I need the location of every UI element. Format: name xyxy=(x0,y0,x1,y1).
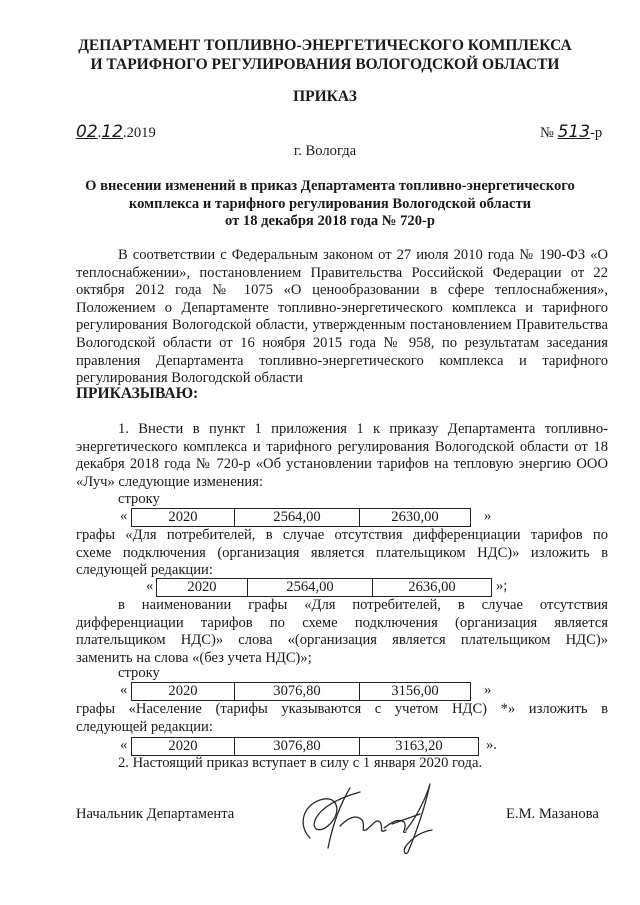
row1-value-2: 2630,00 xyxy=(360,509,471,527)
city: г. Вологда xyxy=(293,143,357,159)
department-header xyxy=(40,36,610,74)
number-value: 513 xyxy=(557,122,591,142)
row2-value-2: 2636,00 xyxy=(373,579,492,597)
row-word-2: строку xyxy=(118,665,160,681)
row3-value-2: 3156,00 xyxy=(360,683,471,701)
graph1-line-2: схеме подключения (организация является плательщиком НДС)» изложить в xyxy=(76,545,608,561)
rename-line-1: в наименовании графы «Для потребителей, в случае отсутствия xyxy=(118,597,608,613)
row2-value-1: 2564,00 xyxy=(248,579,373,597)
row2-year: 2020 xyxy=(157,579,248,597)
item-2: 2. Настоящий приказ вступает в силу с 1 января 2020 года. xyxy=(118,755,483,771)
rename-line-4: заменить на слова «(без учета НДС)»; xyxy=(76,650,312,666)
signatory-name: Е.М. Мазанова xyxy=(506,806,599,822)
rename-line-2: дифференциации тарифов по схеме подключения (организация является xyxy=(76,615,608,631)
date-month: 12 xyxy=(101,122,123,142)
subject: О внесении изменений в приказ Департамента топливно-энергетического комплекса и тарифного регулирования Вологодской области от 18 декабря 2018 года № 720-р xyxy=(85,178,575,229)
tariff-row-4 xyxy=(131,737,479,756)
graph2-line-1: графы «Население (тарифы указываются с учетом НДС) *» изложить в xyxy=(76,701,608,717)
graph1-line-3: следующей редакции: xyxy=(76,562,213,578)
handwritten-signature xyxy=(280,778,450,858)
tariff-row-1 xyxy=(131,508,471,527)
doc-number: № 513-р xyxy=(540,122,603,142)
date-year: .2019 xyxy=(122,125,156,141)
doc-date: 02.12.2019 xyxy=(76,122,156,142)
rename-line-3: плательщиком НДС)» слова «(организация является плательщиком НДС)» xyxy=(76,632,608,648)
signatory-position: Начальник Департамента xyxy=(76,806,235,822)
row4-value-2: 3163,20 xyxy=(360,738,479,756)
graph1-line-1: графы «Для потребителей, в случае отсутствия дифференциации тарифов по xyxy=(76,527,608,543)
row4-value-1: 3076,80 xyxy=(235,738,360,756)
row1-year: 2020 xyxy=(132,509,235,527)
graph2-line-2: следующей редакции: xyxy=(76,719,213,735)
row-word-1: строку xyxy=(118,491,160,507)
tariff-row-3 xyxy=(131,682,471,701)
row3-year: 2020 xyxy=(132,683,235,701)
preamble: В соответствии с Федеральным законом от 27 июля 2010 года № 190-ФЗ «О теплоснабжении», постановлением Правительства Российской Федерации от 22 октября 2012 года № 1075 «О ценообразовании в сфере теплоснабжения», Положением о Департаменте топливно-энергетического комплекса и тарифного регулирования Вологодской области, утвержденным постановлением Правительства Вологодской области от 16 ноября 2015 года № 958, по результатам заседания правления Департамента топливно-энергетического комплекса и тарифного регулирования Вологодской области xyxy=(76,247,608,387)
item-1: 1. Внести в пункт 1 приложения 1 к приказу Департамента топливно-энергетического комплекса и тарифного регулирования Вологодской области от 18 декабря 2018 года № 720-р «Об установлении тарифов на тепловую энергию ООО «Луч» следующие изменения: xyxy=(76,421,608,490)
date-day: 02 xyxy=(76,122,98,142)
doc-type: ПРИКАЗ xyxy=(293,88,357,105)
row1-value-1: 2564,00 xyxy=(235,509,360,527)
order-word: ПРИКАЗЫВАЮ: xyxy=(76,385,199,402)
row4-year: 2020 xyxy=(132,738,235,756)
header-line-1: ДЕПАРТАМЕНТ ТОПЛИВНО-ЭНЕРГЕТИЧЕСКОГО КОМПЛЕКСА xyxy=(78,37,572,54)
row3-value-1: 3076,80 xyxy=(235,683,360,701)
tariff-row-2 xyxy=(156,578,492,597)
header-line-2: И ТАРИФНОГО РЕГУЛИРОВАНИЯ ВОЛОГОДСКОЙ ОБЛАСТИ xyxy=(90,56,560,73)
